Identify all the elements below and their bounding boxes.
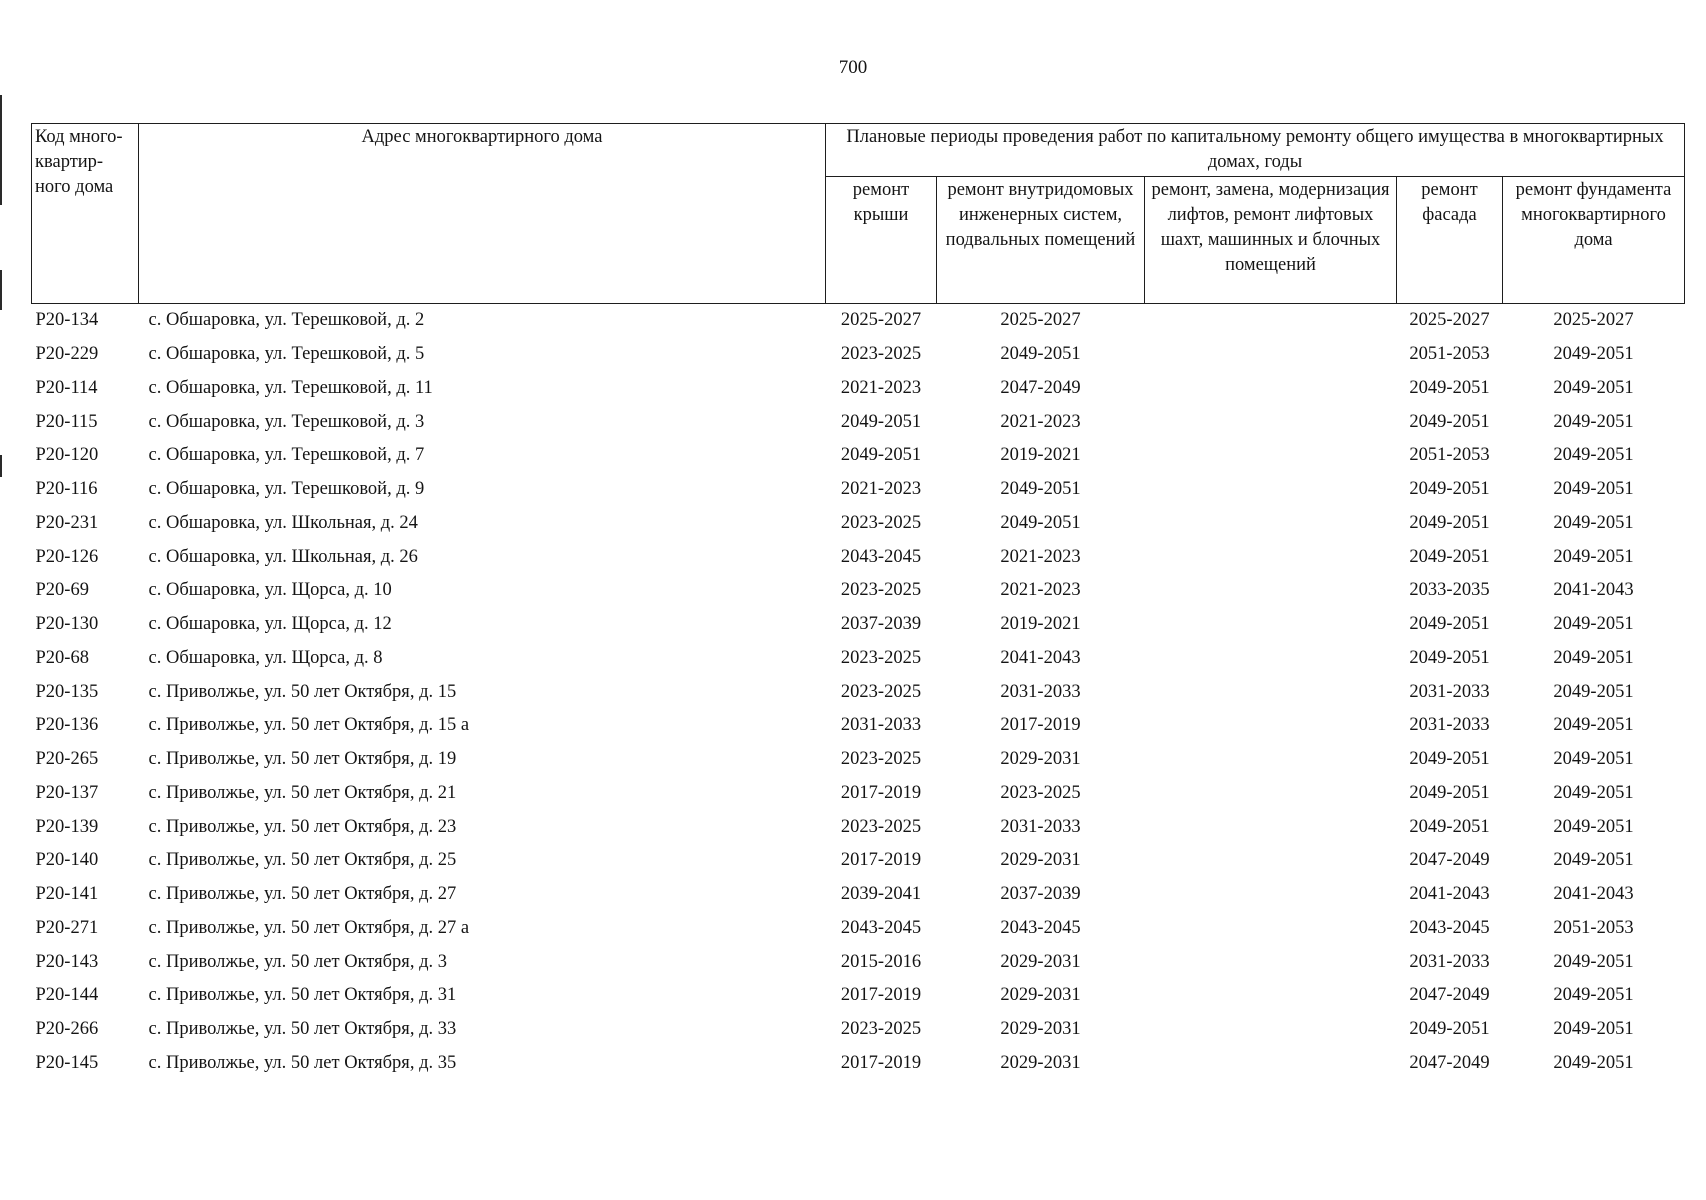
table-row <box>32 979 1685 1013</box>
cell-lift-period <box>1145 1047 1397 1081</box>
cell-building-code: P20-68 <box>35 647 89 668</box>
cell-address: с. Приволжье, ул. 50 лет Октября, д. 33 <box>148 1019 457 1040</box>
cell-roof-period: 2025-2027 <box>840 310 922 331</box>
cell-building-code: P20-130 <box>35 614 99 635</box>
table-row <box>32 810 1685 844</box>
cell-engineering-period: 2031-2033 <box>1000 681 1081 702</box>
header-facade-repair: ремонт фасада <box>1397 177 1503 304</box>
cell-facade-period: 2043-2045 <box>1409 917 1490 938</box>
cell-building-code: P20-115 <box>35 411 98 432</box>
cell-building-code: P20-140 <box>35 850 99 871</box>
cell-engineering-period: 2023-2025 <box>1000 782 1081 803</box>
cell-address: с. Приволжье, ул. 50 лет Октября, д. 35 <box>148 1052 457 1073</box>
cell-foundation-period: 2049-2051 <box>1553 749 1634 770</box>
cell-facade-period: 2051-2053 <box>1409 445 1490 466</box>
cell-roof-period: 2043-2045 <box>840 546 922 567</box>
cell-roof-period: 2039-2041 <box>840 884 922 905</box>
table-row <box>32 1013 1685 1047</box>
cell-facade-period: 2047-2049 <box>1409 985 1490 1006</box>
cell-facade-period: 2031-2033 <box>1409 715 1490 736</box>
cell-roof-period: 2023-2025 <box>840 1019 922 1040</box>
cell-engineering-period: 2029-2031 <box>1000 749 1081 770</box>
cell-address: с. Обшаровка, ул. Терешковой, д. 2 <box>148 310 425 331</box>
cell-engineering-period: 2047-2049 <box>1000 377 1081 398</box>
cell-lift-period <box>1145 473 1397 507</box>
cell-lift-period <box>1145 979 1397 1013</box>
table-row <box>32 473 1685 507</box>
cell-address: с. Обшаровка, ул. Терешковой, д. 9 <box>148 479 425 500</box>
cell-engineering-period: 2037-2039 <box>1000 884 1081 905</box>
cell-lift-period <box>1145 574 1397 608</box>
cell-engineering-period: 2025-2027 <box>1000 310 1081 331</box>
cell-address: с. Приволжье, ул. 50 лет Октября, д. 27 а <box>148 917 470 938</box>
cell-roof-period: 2023-2025 <box>840 344 922 365</box>
cell-foundation-period: 2049-2051 <box>1553 850 1634 871</box>
cell-roof-period: 2023-2025 <box>840 816 922 837</box>
cell-engineering-period: 2029-2031 <box>1000 951 1081 972</box>
header-address: Адрес многоквартирного дома <box>139 124 826 304</box>
cell-address: с. Приволжье, ул. 50 лет Октября, д. 19 <box>148 749 457 770</box>
cell-lift-period <box>1145 608 1397 642</box>
cell-facade-period: 2049-2051 <box>1409 411 1490 432</box>
cell-foundation-period: 2049-2051 <box>1553 614 1634 635</box>
scan-edge-mark <box>0 270 2 310</box>
cell-building-code: P20-116 <box>35 479 98 500</box>
cell-engineering-period: 2017-2019 <box>1000 715 1081 736</box>
cell-engineering-period: 2029-2031 <box>1000 1019 1081 1040</box>
cell-roof-period: 2023-2025 <box>840 749 922 770</box>
cell-engineering-period: 2021-2023 <box>1000 580 1081 601</box>
cell-facade-period: 2049-2051 <box>1409 479 1490 500</box>
cell-building-code: P20-139 <box>35 816 99 837</box>
cell-building-code: P20-136 <box>35 715 99 736</box>
cell-address: с. Приволжье, ул. 50 лет Октября, д. 3 <box>148 951 447 972</box>
header-foundation-repair: ремонт фундамента многоквартирного дома <box>1503 177 1685 304</box>
cell-building-code: P20-134 <box>35 310 99 331</box>
cell-building-code: P20-141 <box>35 884 99 905</box>
cell-foundation-period: 2049-2051 <box>1553 681 1634 702</box>
cell-roof-period: 2017-2019 <box>840 782 922 803</box>
cell-engineering-period: 2019-2021 <box>1000 614 1081 635</box>
cell-building-code: P20-145 <box>35 1052 99 1073</box>
cell-foundation-period: 2049-2051 <box>1553 985 1634 1006</box>
cell-roof-period: 2023-2025 <box>840 647 922 668</box>
cell-building-code: P20-120 <box>35 445 99 466</box>
cell-lift-period <box>1145 439 1397 473</box>
cell-roof-period: 2021-2023 <box>840 377 922 398</box>
cell-roof-period: 2021-2023 <box>840 479 922 500</box>
cell-facade-period: 2033-2035 <box>1409 580 1490 601</box>
cell-address: с. Приволжье, ул. 50 лет Октября, д. 15 <box>148 681 457 702</box>
cell-foundation-period: 2049-2051 <box>1553 715 1634 736</box>
cell-facade-period: 2047-2049 <box>1409 1052 1490 1073</box>
cell-facade-period: 2049-2051 <box>1409 782 1490 803</box>
header-engineering-repair: ремонт внутридомовых инженерных систем, подвальных помещений <box>937 177 1145 304</box>
page-number: 700 <box>838 57 868 78</box>
cell-engineering-period: 2049-2051 <box>1000 344 1081 365</box>
cell-facade-period: 2031-2033 <box>1409 951 1490 972</box>
cell-foundation-period: 2049-2051 <box>1553 1052 1634 1073</box>
table-row <box>32 608 1685 642</box>
cell-lift-period <box>1145 675 1397 709</box>
cell-address: с. Обшаровка, ул. Щорса, д. 10 <box>148 580 392 601</box>
cell-roof-period: 2037-2039 <box>840 614 922 635</box>
cell-foundation-period: 2049-2051 <box>1553 816 1634 837</box>
cell-roof-period: 2017-2019 <box>840 985 922 1006</box>
cell-facade-period: 2049-2051 <box>1409 749 1490 770</box>
cell-facade-period: 2049-2051 <box>1409 647 1490 668</box>
cell-building-code: P20-126 <box>35 546 99 567</box>
cell-address: с. Приволжье, ул. 50 лет Октября, д. 25 <box>148 850 457 871</box>
cell-facade-period: 2049-2051 <box>1409 377 1490 398</box>
cell-roof-period: 2023-2025 <box>840 681 922 702</box>
cell-address: с. Обшаровка, ул. Терешковой, д. 3 <box>148 411 425 432</box>
cell-foundation-period: 2049-2051 <box>1553 344 1634 365</box>
table-header <box>32 124 1685 304</box>
cell-building-code: P20-144 <box>35 985 99 1006</box>
cell-lift-period <box>1145 844 1397 878</box>
cell-foundation-period: 2025-2027 <box>1553 310 1634 331</box>
cell-engineering-period: 2021-2023 <box>1000 411 1081 432</box>
cell-roof-period: 2043-2045 <box>840 917 922 938</box>
cell-address: с. Приволжье, ул. 50 лет Октября, д. 27 <box>148 884 457 905</box>
cell-lift-period <box>1145 810 1397 844</box>
cell-lift-period <box>1145 642 1397 676</box>
cell-building-code: P20-231 <box>35 512 99 533</box>
cell-lift-period <box>1145 945 1397 979</box>
header-lift-repair: ремонт, замена, модернизация лифтов, ремонт лифтовых шахт, машинных и блочных помещений <box>1145 177 1397 304</box>
table-row <box>32 878 1685 912</box>
cell-facade-period: 2049-2051 <box>1409 816 1490 837</box>
cell-lift-period <box>1145 338 1397 372</box>
table-row <box>32 642 1685 676</box>
table-row <box>32 912 1685 946</box>
table-row <box>32 574 1685 608</box>
cell-facade-period: 2047-2049 <box>1409 850 1490 871</box>
cell-address: с. Обшаровка, ул. Терешковой, д. 11 <box>148 377 433 398</box>
cell-building-code: P20-137 <box>35 782 99 803</box>
cell-address: с. Приволжье, ул. 50 лет Октября, д. 23 <box>148 816 457 837</box>
cell-roof-period: 2017-2019 <box>840 850 922 871</box>
table-row <box>32 709 1685 743</box>
cell-building-code: P20-135 <box>35 681 99 702</box>
table-row <box>32 1047 1685 1081</box>
cell-address: с. Обшаровка, ул. Щорса, д. 12 <box>148 614 392 635</box>
cell-facade-period: 2049-2051 <box>1409 546 1490 567</box>
cell-address: с. Приволжье, ул. 50 лет Октября, д. 15 а <box>148 715 470 736</box>
cell-address: с. Обшаровка, ул. Терешковой, д. 5 <box>148 344 425 365</box>
cell-lift-period <box>1145 777 1397 811</box>
cell-address: с. Обшаровка, ул. Терешковой, д. 7 <box>148 445 425 466</box>
cell-facade-period: 2049-2051 <box>1409 614 1490 635</box>
cell-foundation-period: 2049-2051 <box>1553 445 1634 466</box>
cell-roof-period: 2049-2051 <box>840 411 922 432</box>
cell-engineering-period: 2029-2031 <box>1000 985 1081 1006</box>
cell-building-code: P20-229 <box>35 344 99 365</box>
table-row <box>32 439 1685 473</box>
cell-address: с. Обшаровка, ул. Школьная, д. 24 <box>148 512 418 533</box>
cell-lift-period <box>1145 878 1397 912</box>
cell-engineering-period: 2021-2023 <box>1000 546 1081 567</box>
cell-foundation-period: 2049-2051 <box>1553 546 1634 567</box>
table-row <box>32 675 1685 709</box>
cell-foundation-period: 2049-2051 <box>1553 512 1634 533</box>
cell-lift-period <box>1145 507 1397 541</box>
cell-building-code: P20-271 <box>35 917 99 938</box>
table-row <box>32 743 1685 777</box>
cell-lift-period <box>1145 709 1397 743</box>
cell-address: с. Приволжье, ул. 50 лет Октября, д. 31 <box>148 985 457 1006</box>
cell-facade-period: 2031-2033 <box>1409 681 1490 702</box>
scan-edge-mark <box>0 455 2 477</box>
table-row <box>32 372 1685 406</box>
cell-foundation-period: 2041-2043 <box>1553 884 1634 905</box>
cell-lift-period <box>1145 540 1397 574</box>
cell-building-code: P20-265 <box>35 749 99 770</box>
cell-engineering-period: 2019-2021 <box>1000 445 1081 466</box>
table-row <box>32 540 1685 574</box>
cell-address: с. Приволжье, ул. 50 лет Октября, д. 21 <box>148 782 457 803</box>
capital-repair-schedule-table <box>31 123 1685 1080</box>
cell-engineering-period: 2043-2045 <box>1000 917 1081 938</box>
table-row <box>32 507 1685 541</box>
cell-lift-period <box>1145 372 1397 406</box>
cell-lift-period <box>1145 405 1397 439</box>
cell-foundation-period: 2049-2051 <box>1553 411 1634 432</box>
cell-building-code: P20-143 <box>35 951 99 972</box>
cell-facade-period: 2051-2053 <box>1409 344 1490 365</box>
cell-engineering-period: 2029-2031 <box>1000 1052 1081 1073</box>
cell-roof-period: 2015-2016 <box>840 951 922 972</box>
header-roof-repair: ремонт крыши <box>826 177 937 304</box>
cell-foundation-period: 2049-2051 <box>1553 951 1634 972</box>
cell-foundation-period: 2049-2051 <box>1553 1019 1634 1040</box>
cell-foundation-period: 2049-2051 <box>1553 377 1634 398</box>
table-body <box>32 304 1685 1081</box>
cell-foundation-period: 2041-2043 <box>1553 580 1634 601</box>
cell-foundation-period: 2049-2051 <box>1553 479 1634 500</box>
cell-engineering-period: 2041-2043 <box>1000 647 1081 668</box>
cell-building-code: P20-114 <box>35 377 98 398</box>
table-row <box>32 304 1685 338</box>
cell-roof-period: 2049-2051 <box>840 445 922 466</box>
cell-building-code: P20-69 <box>35 580 89 601</box>
table-row <box>32 777 1685 811</box>
header-building-code: Код много-квартир-ного дома <box>32 124 139 304</box>
cell-foundation-period: 2049-2051 <box>1553 782 1634 803</box>
cell-engineering-period: 2029-2031 <box>1000 850 1081 871</box>
cell-roof-period: 2023-2025 <box>840 512 922 533</box>
cell-foundation-period: 2049-2051 <box>1553 647 1634 668</box>
cell-building-code: P20-266 <box>35 1019 99 1040</box>
table-row <box>32 844 1685 878</box>
cell-foundation-period: 2051-2053 <box>1553 917 1634 938</box>
cell-lift-period <box>1145 912 1397 946</box>
cell-facade-period: 2041-2043 <box>1409 884 1490 905</box>
cell-roof-period: 2023-2025 <box>840 580 922 601</box>
cell-facade-period: 2025-2027 <box>1409 310 1490 331</box>
header-planned-periods: Плановые периоды проведения работ по капитальному ремонту общего имущества в многоквартирных домах, годы <box>826 124 1685 177</box>
cell-engineering-period: 2049-2051 <box>1000 512 1081 533</box>
cell-engineering-period: 2049-2051 <box>1000 479 1081 500</box>
cell-roof-period: 2031-2033 <box>840 715 922 736</box>
cell-engineering-period: 2031-2033 <box>1000 816 1081 837</box>
cell-lift-period <box>1145 304 1397 338</box>
table-row <box>32 338 1685 372</box>
cell-facade-period: 2049-2051 <box>1409 1019 1490 1040</box>
table-row <box>32 945 1685 979</box>
cell-lift-period <box>1145 1013 1397 1047</box>
cell-address: с. Обшаровка, ул. Школьная, д. 26 <box>148 546 418 567</box>
cell-facade-period: 2049-2051 <box>1409 512 1490 533</box>
cell-address: с. Обшаровка, ул. Щорса, д. 8 <box>148 647 383 668</box>
table-row <box>32 405 1685 439</box>
cell-lift-period <box>1145 743 1397 777</box>
scan-edge-mark <box>0 95 2 205</box>
cell-roof-period: 2017-2019 <box>840 1052 922 1073</box>
